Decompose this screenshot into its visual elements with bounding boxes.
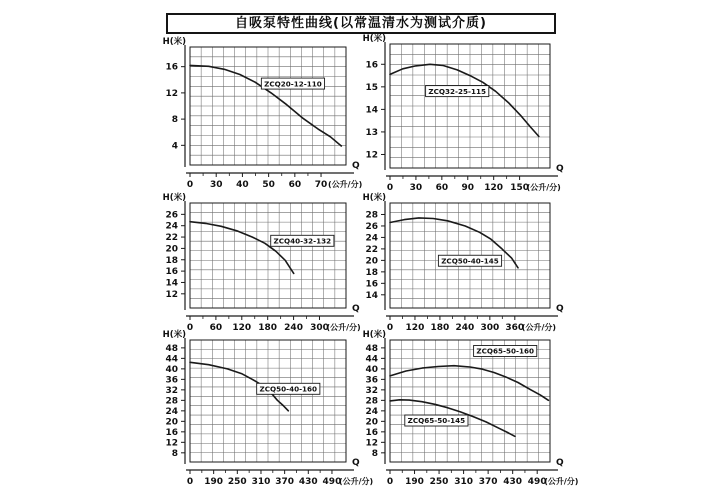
y-tick-label: 32 <box>165 385 178 396</box>
y-tick-label: 44 <box>165 354 178 365</box>
y-tick-label: 48 <box>165 343 178 354</box>
y-tick-label: 24 <box>165 221 178 232</box>
x-tick-label: 60 <box>209 323 223 333</box>
x-axis-unit: (公升/分) <box>526 183 561 192</box>
x-tick-label: 180 <box>430 323 450 333</box>
y-tick-label: 12 <box>165 438 178 449</box>
x-tick-label: 0 <box>186 180 194 190</box>
y-tick-label: 18 <box>165 255 178 266</box>
y-tick-label: 44 <box>365 354 378 365</box>
x-tick-label: 60 <box>435 183 449 193</box>
x-tick-label: 60 <box>288 180 302 190</box>
y-tick-label: 40 <box>365 364 378 375</box>
x-tick-label: 370 <box>275 477 295 487</box>
svg-text:ZCQ50-40-160: ZCQ50-40-160 <box>259 384 318 394</box>
y-tick-label: 48 <box>365 343 378 354</box>
pump-curve-chart-6 <box>342 326 622 494</box>
x-tick-label: 190 <box>405 477 424 487</box>
x-tick-label: 250 <box>227 477 247 487</box>
x-tick-label: 190 <box>204 477 224 487</box>
x-tick-label: 120 <box>405 323 425 333</box>
y-tick-label: 8 <box>171 448 178 459</box>
y-axis <box>163 192 186 310</box>
y-tick-label: 40 <box>165 364 178 375</box>
model-label <box>426 86 489 97</box>
curve-ZCQ40-32-132 <box>190 222 294 274</box>
x-tick-label: 0 <box>386 323 394 333</box>
y-axis <box>163 329 186 464</box>
svg-text:ZCQ65-50-160: ZCQ65-50-160 <box>476 346 534 356</box>
y-tick-label: 14 <box>365 290 378 301</box>
x-tick-label: 300 <box>480 323 500 333</box>
x-axis-unit: (公升/分) <box>326 323 361 332</box>
grid <box>190 340 346 462</box>
y-tick-label: 22 <box>165 233 178 244</box>
y-tick-label: 16 <box>165 62 178 73</box>
y-tick-label: 12 <box>165 88 178 99</box>
y-tick-label: 26 <box>165 210 178 221</box>
y-tick-label: 12 <box>165 289 178 300</box>
y-tick-label: 4 <box>171 141 178 152</box>
x-axis-unit: (公升/分) <box>328 180 363 189</box>
model-label <box>257 383 320 394</box>
x-axis-title: Q <box>556 304 564 314</box>
y-tick-label: 32 <box>365 385 378 396</box>
y-tick-label: 24 <box>365 406 378 417</box>
y-tick-label: 12 <box>365 150 378 161</box>
x-axis-unit: (公升/分) <box>338 477 374 486</box>
x-tick-label: 370 <box>478 477 498 487</box>
model-label <box>474 345 537 356</box>
x-tick-label: 120 <box>484 183 504 193</box>
svg-text:ZCQ65-50-145: ZCQ65-50-145 <box>407 416 466 426</box>
x-tick-label: 310 <box>454 477 473 487</box>
x-tick-label: 310 <box>251 477 271 487</box>
x-tick-label: 90 <box>461 183 475 193</box>
x-tick-label: 180 <box>258 323 278 333</box>
x-tick-label: 0 <box>186 477 194 487</box>
y-tick-label: 28 <box>365 396 378 407</box>
x-tick-label: 490 <box>322 477 342 487</box>
y-tick-label: 8 <box>371 448 378 459</box>
x-tick-label: 430 <box>503 477 523 487</box>
x-tick-label: 430 <box>298 477 318 487</box>
grid <box>390 44 550 168</box>
y-tick-label: 16 <box>365 60 378 71</box>
x-tick-label: 40 <box>236 180 249 190</box>
x-axis-title: Q <box>352 161 360 171</box>
page-title: 自吸泵特性曲线(以常温清水为测试介质) <box>166 13 556 34</box>
y-tick-label: 20 <box>165 244 178 255</box>
y-tick-label: 24 <box>365 233 378 244</box>
x-axis-unit: (公升/分) <box>544 477 579 486</box>
y-tick-label: 16 <box>365 427 378 438</box>
y-tick-label: 24 <box>165 406 178 417</box>
y-tick-label: 18 <box>365 267 378 278</box>
y-tick-label: 16 <box>365 279 378 290</box>
x-tick-label: 150 <box>510 183 529 193</box>
x-tick-label: 30 <box>409 183 423 193</box>
y-tick-label: 13 <box>365 127 378 138</box>
curve-ZCQ65-50-160 <box>390 366 548 401</box>
x-tick-label: 360 <box>505 323 525 333</box>
y-tick-label: 22 <box>365 244 378 255</box>
y-axis-title: H(米) <box>362 193 386 203</box>
model-label <box>405 415 468 426</box>
y-tick-label: 36 <box>165 375 178 386</box>
x-tick-label: 240 <box>455 323 475 333</box>
y-tick-label: 14 <box>365 105 378 116</box>
y-tick-label: 16 <box>165 427 178 438</box>
y-tick-label: 12 <box>365 438 378 449</box>
x-tick-label: 300 <box>310 323 329 333</box>
pump-curve-chart-2 <box>342 30 622 200</box>
x-tick-label: 0 <box>386 183 394 193</box>
y-axis-title: H(米) <box>362 34 386 44</box>
svg-text:ZCQ40-32-132: ZCQ40-32-132 <box>273 236 332 246</box>
y-axis-title: H(米) <box>362 330 386 340</box>
y-tick-label: 16 <box>165 267 178 278</box>
y-axis <box>163 36 186 167</box>
grid <box>190 203 346 308</box>
x-axis-title: Q <box>556 164 564 174</box>
y-axis-title: H(米) <box>162 37 186 47</box>
x-tick-label: 120 <box>232 323 252 333</box>
model-label <box>271 235 334 246</box>
x-tick-label: 250 <box>429 477 449 487</box>
x-tick-label: 0 <box>186 323 194 333</box>
x-tick-label: 70 <box>314 180 328 190</box>
svg-text:ZCQ32-25-115: ZCQ32-25-115 <box>428 86 486 96</box>
curve-ZCQ20-12-110 <box>190 65 341 146</box>
y-axis <box>363 329 386 464</box>
pump-curve-chart-4 <box>342 189 622 340</box>
y-tick-label: 36 <box>365 375 378 386</box>
x-tick-label: 0 <box>386 477 394 487</box>
x-tick-label: 240 <box>284 323 303 333</box>
y-tick-label: 14 <box>165 278 178 289</box>
x-tick-label: 490 <box>527 477 547 487</box>
y-tick-label: 8 <box>171 115 178 126</box>
svg-text:ZCQ20-12-110: ZCQ20-12-110 <box>264 79 322 89</box>
y-axis-title: H(米) <box>162 330 186 340</box>
y-tick-label: 20 <box>365 256 378 267</box>
svg-text:ZCQ50-40-145: ZCQ50-40-145 <box>441 256 499 266</box>
y-tick-label: 20 <box>165 417 178 428</box>
model-label <box>438 255 501 266</box>
y-tick-label: 20 <box>365 417 378 428</box>
y-tick-label: 15 <box>365 82 378 93</box>
x-tick-label: 50 <box>262 180 275 190</box>
x-tick-label: 30 <box>209 180 223 190</box>
y-axis <box>363 192 386 310</box>
model-label <box>261 78 324 89</box>
x-axis-title: Q <box>352 304 360 314</box>
x-axis-title: Q <box>352 458 360 468</box>
x-axis-title: Q <box>556 458 564 468</box>
y-tick-label: 28 <box>165 396 178 407</box>
y-tick-label: 26 <box>365 221 378 232</box>
x-axis-unit: (公升/分) <box>521 323 557 332</box>
y-tick-label: 28 <box>365 210 378 221</box>
y-axis <box>363 33 386 170</box>
y-axis-title: H(米) <box>162 193 186 203</box>
grid <box>190 47 346 165</box>
